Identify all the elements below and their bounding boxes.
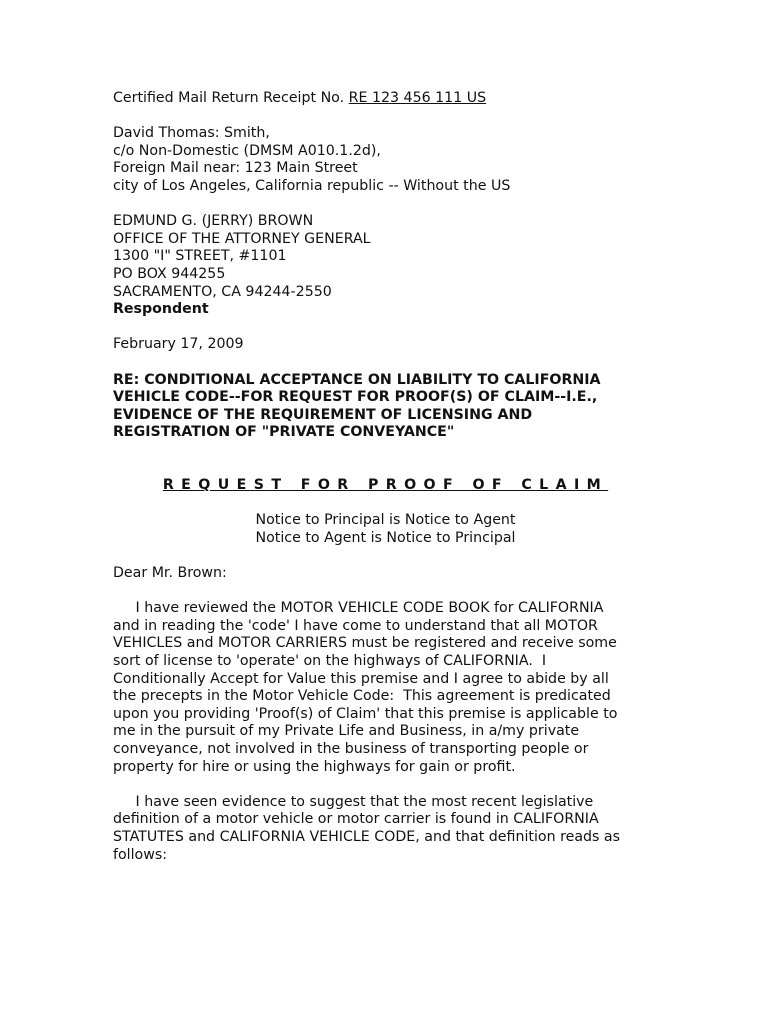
paragraph-line: the precepts in the Motor Vehicle Code: This agreement is predicated (113, 688, 611, 705)
paragraph-1 (113, 600, 658, 776)
sender-line: c/o Non-Domestic (DMSM A010.1.2d), (113, 142, 381, 159)
recipient-address (113, 213, 658, 319)
subject-line: EVIDENCE OF THE REQUIREMENT OF LICENSING AND (113, 406, 533, 423)
recipient-line: EDMUND G. (JERRY) BROWN (113, 213, 314, 230)
paragraph-2 (113, 794, 658, 864)
sender-line: Foreign Mail near: 123 Main Street (113, 160, 358, 177)
paragraph-line: upon you providing 'Proof(s) of Claim' that this premise is applicable to (113, 705, 618, 722)
paragraph-line: property for hire or using the highways for gain or profit. (113, 758, 516, 775)
notice-line: Notice to Agent is Notice to Principal (255, 529, 516, 546)
sender-line: David Thomas: Smith, (113, 125, 270, 142)
notice-block (113, 512, 658, 547)
certified-mail-line (113, 90, 658, 108)
recipient-role: Respondent (113, 301, 209, 318)
sender-address (113, 125, 658, 195)
notice-line: Notice to Principal is Notice to Agent (255, 512, 516, 529)
subject-block (113, 372, 658, 442)
recipient-line: SACRAMENTO, CA 94244-2550 (113, 283, 332, 300)
paragraph-line: and in reading the 'code' I have come to understand that all MOTOR (113, 617, 598, 634)
letter-body (113, 90, 658, 864)
paragraph-line: sort of license to 'operate' on the highways of CALIFORNIA. I (113, 653, 547, 669)
recipient-line: 1300 "I" STREET, #1101 (113, 248, 287, 265)
receipt-number: RE 123 456 111 US (348, 90, 487, 106)
paragraph-line: conveyance, not involved in the business of transporting people or (113, 740, 589, 757)
recipient-line: PO BOX 944255 (113, 265, 226, 282)
paragraph-line: me in the pursuit of my Private Life and Business, in a/my private (113, 723, 580, 740)
paragraph-line: follows: (113, 846, 168, 863)
subject-line: RE: CONDITIONAL ACCEPTANCE ON LIABILITY TO CALIFORNIA (113, 371, 601, 388)
document-heading: REQUEST FOR PROOF OF CLAIM (162, 477, 609, 494)
subject-line: VEHICLE CODE--FOR REQUEST FOR PROOF(S) OF CLAIM--I.E., (113, 389, 598, 406)
letter-date: February 17, 2009 (113, 336, 244, 353)
subject-line: REGISTRATION OF "PRIVATE CONVEYANCE" (113, 424, 455, 441)
paragraph-line: I have seen evidence to suggest that the most recent legislative (113, 793, 594, 810)
paragraph-line: Conditionally Accept for Value this premise and I agree to abide by all (113, 670, 609, 687)
paragraph-line: STATUTES and CALIFORNIA VEHICLE CODE, and that definition reads as (113, 828, 621, 845)
certified-mail-label: Certified Mail Return Receipt No. (113, 90, 345, 106)
sender-line: city of Los Angeles, California republic -- Without the US (113, 177, 511, 194)
paragraph-line: I have reviewed the MOTOR VEHICLE CODE BOOK for CALIFORNIA (113, 600, 604, 617)
paragraph-line: definition of a motor vehicle or motor carrier is found in CALIFORNIA (113, 811, 599, 828)
paragraph-line: VEHICLES and MOTOR CARRIERS must be registered and receive some (113, 635, 617, 652)
salutation: Dear Mr. Brown: (113, 565, 227, 582)
recipient-line: OFFICE OF THE ATTORNEY GENERAL (113, 230, 371, 247)
